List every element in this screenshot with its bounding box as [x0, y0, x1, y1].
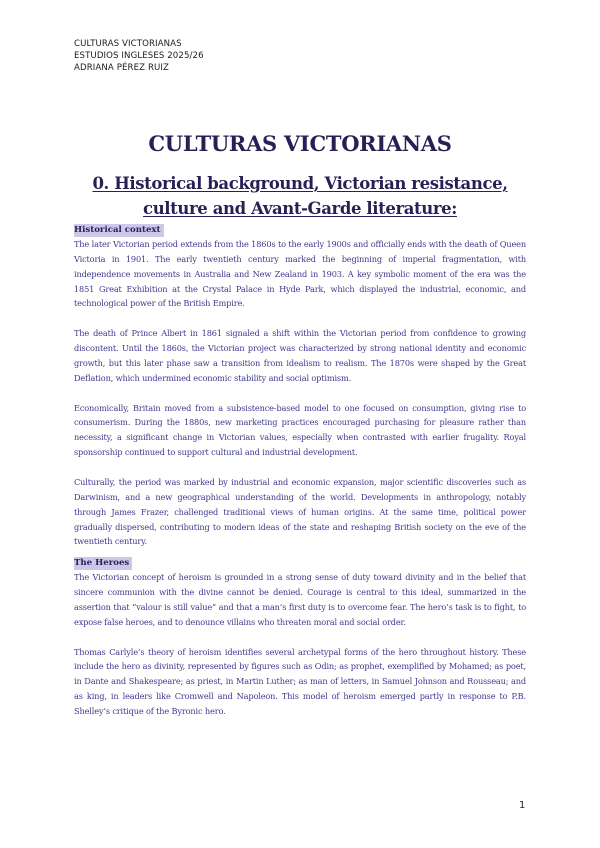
heading-the-heroes: [74, 555, 526, 570]
heading-historical-context: [74, 222, 526, 237]
header-course-title: CULTURAS VICTORIANAS: [74, 39, 182, 49]
subtitle-line-2: culture and Avant-Garde literature:: [143, 199, 457, 218]
paragraph-heroes-2: Thomas Carlyle’s theory of heroism identifies several archetypal forms of the hero throughout history. These include the hero as divinity, represented by figures such as Odin; as prophet, exemplified by Mohamed; as poet, in Dante and Shakespeare; as priest, in Martin Luther; as man of letters, in Samuel Johnson and Rousseau; and as king, in leaders like Cromwell and Napoleon. This model of heroism emerged partly in response to P.B. Shelley’s critique of the Byronic hero.: [74, 646, 526, 716]
running-header: [74, 38, 204, 74]
paragraph-heroes-1: The Victorian concept of heroism is grounded in a strong sense of duty toward divinity and in the belief that sincere communion with the divine cannot be denied. Courage is central to this ideal, summarized in the assertion that “valour is still value” and that a man’s first duty is to overcome fear. The hero’s task is to fight, to expose false heroes, and to denounce villains who threaten moral and social order.: [74, 572, 526, 627]
section-subtitle: [0, 171, 600, 221]
body-content: [74, 222, 526, 734]
header-author: ADRIANA PÉREZ RUIZ: [74, 63, 170, 73]
page-number: 1: [519, 800, 526, 811]
paragraph-historical-2: The death of Prince Albert in 1861 signaled a shift within the Victorian period from confidence to growing discontent. Until the 1860s, the Victorian project was characterized by strong national identity and economic growth, but this later phase saw a transition from idealism to realism. The 1870s were shaped by the Great Deflation, which undermined economic stability and social optimism.: [74, 328, 526, 383]
subtitle-line-1: 0. Historical background, Victorian resistance,: [92, 174, 508, 193]
section-heading-heroes: The Heroes: [74, 557, 132, 570]
header-course-year: ESTUDIOS INGLESES 2025/26: [74, 51, 204, 61]
page-title: CULTURAS VICTORIANAS: [148, 131, 452, 156]
paragraph-historical-3: Economically, Britain moved from a subsistence-based model to one focused on consumption, giving rise to consumerism. During the 1880s, new marketing practices encouraged purchasing for pleasure rather than necessity, a significant change in Victorian values, especially when contrasted with earlier frugality. Royal sponsorship continued to support cultural and industrial development.: [74, 402, 526, 458]
section-heading-historical: Historical context: [74, 224, 164, 237]
paragraph-historical-1: The later Victorian period extends from the 1860s to the early 1900s and officially ends with the death of Queen Victoria in 1901. The early twentieth century marked the beginning of imperial fragmentation, with independence movements in Australia and New Zealand in 1903. A key symbolic moment of the era was the 1851 Great Exhibition at the Crystal Palace in Hyde Park, which displayed the industrial, economic, and technological power of the British Empire.: [74, 239, 526, 309]
paragraph-historical-4: Culturally, the period was marked by industrial and economic expansion, major scientific discoveries such as Darwinism, and a new geographical understanding of the world. Developments in anthropology, notably through James Frazer, challenged traditional views of human origins. At the same time, political power gradually dispersed, contributing to modern ideas of the state and reshaping British society on the eve of the twentieth century.: [74, 476, 526, 547]
